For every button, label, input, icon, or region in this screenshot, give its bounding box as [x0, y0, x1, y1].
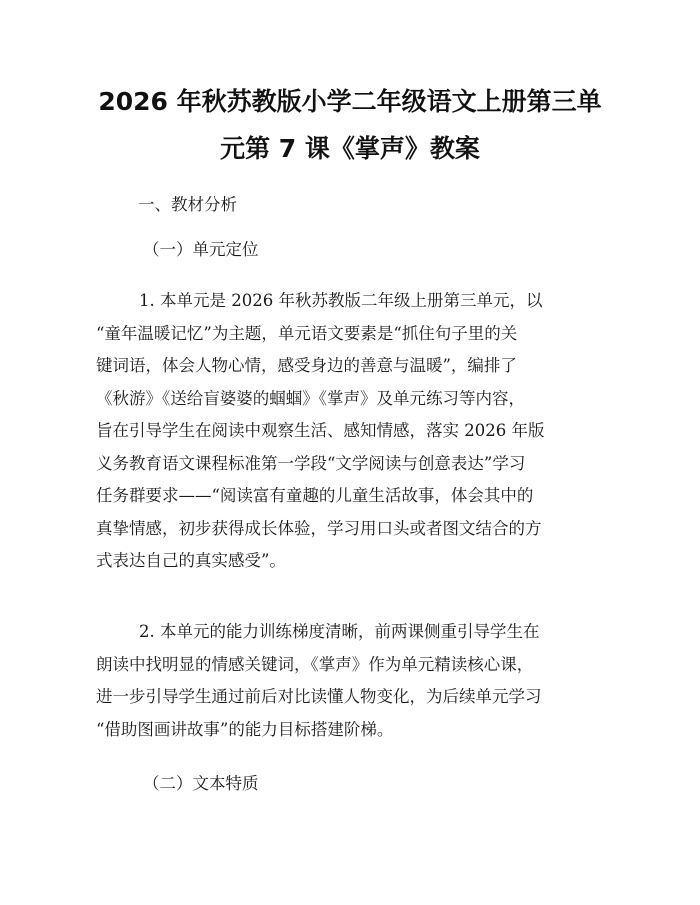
paragraph-line: 旨在引导学生在阅读中观察生活、感知情感，落实 2026 年版: [96, 421, 545, 440]
paragraph-line: 朗读中找明显的情感关键词，《掌声》作为单元精读核心课，: [96, 654, 534, 674]
paragraph-line: 任务群要求——“阅读富有童趣的儿童生活故事，体会其中的: [96, 486, 534, 505]
paragraph-line: 式表达自己的真实感受”。: [96, 551, 286, 570]
paragraph-line: 真挚情感，初步获得成长体验，学习用口头或者图文结合的方: [96, 518, 542, 538]
document-title-line-1: 2026 年秋苏教版小学二年级语文上册第三单: [98, 87, 602, 116]
paragraph-line: 《秋游》《送给盲婆婆的蝈蝈》《掌声》及单元练习等内容，: [96, 388, 525, 408]
paragraph-line: 1. 本单元是 2026 年秋苏教版二年级上册第三单元，以: [139, 291, 543, 310]
subsection-heading-text-characteristics: （二）文本特质: [143, 774, 259, 793]
paragraph-line: 键词语，体会人物心情，感受身边的善意与温暖”，编排了: [96, 356, 517, 375]
subsection-heading-unit-positioning: （一）单元定位: [143, 240, 259, 259]
document-title-line-2: 元第 7 课《掌声》教案: [220, 134, 480, 163]
paragraph-line: 进一步引导学生通过前后对比读懂人物变化，为后续单元学习: [96, 687, 542, 706]
paragraph-skill-progression: [96, 616, 606, 746]
paragraph-line: 义务教育语文课程标准第一学段“文学阅读与创意表达”学习: [96, 453, 526, 473]
paragraph-unit-overview: [96, 285, 606, 578]
paragraph-line: “借助图画讲故事”的能力目标搭建阶梯。: [96, 719, 394, 739]
paragraph-line: “童年温暖记忆”为主题，单元语文要素是“抓住句子里的关: [96, 323, 518, 343]
section-heading-textbook-analysis: 一、教材分析: [138, 195, 237, 214]
paragraph-line: 2. 本单元的能力训练梯度清晰，前两课侧重引导学生在: [139, 622, 540, 641]
